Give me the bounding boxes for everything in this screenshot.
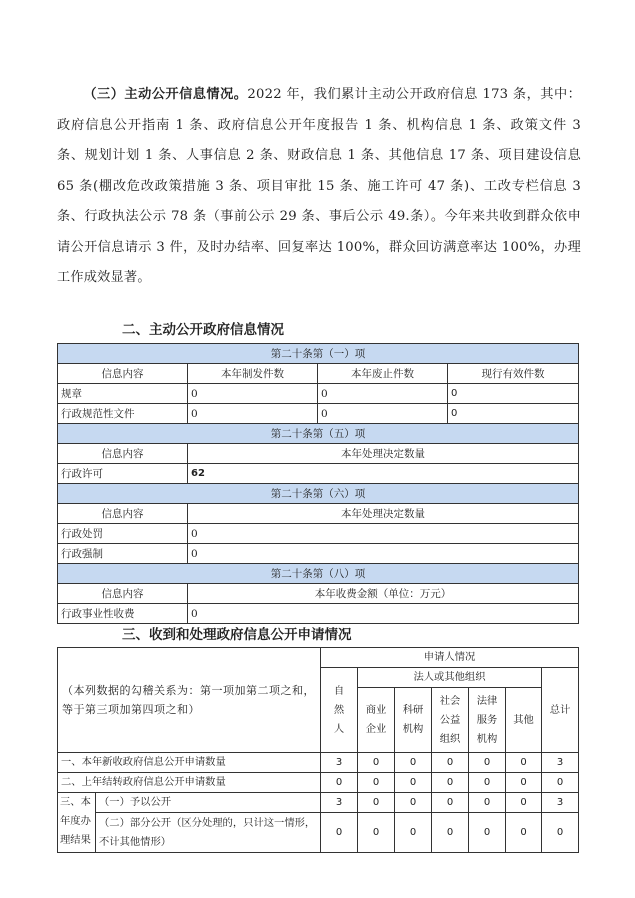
header-row <box>58 364 579 384</box>
col-header: 信息内容 <box>58 444 188 464</box>
cell-value: 0 <box>395 813 432 853</box>
cell-value: 0 <box>542 813 579 853</box>
table-row <box>58 793 579 813</box>
table-row <box>58 524 579 544</box>
col-header: 信息内容 <box>58 504 188 524</box>
cell-value: 0 <box>395 753 432 773</box>
cell-value: 3 <box>542 793 579 813</box>
table-row <box>58 384 579 404</box>
org-type-header: 社会公益组织 <box>432 688 469 753</box>
row-label: 二、上年结转政府信息公开申请数量 <box>58 773 321 793</box>
cell-value: 0 <box>395 793 432 813</box>
col-header: 本年废止件数 <box>318 364 448 384</box>
cell-value: 0 <box>321 773 358 793</box>
org-type-header: 法律服务机构 <box>469 688 506 753</box>
row-label: 行政事业性收费 <box>58 604 188 624</box>
cell-value: 0 <box>358 753 395 773</box>
cell-value: 0 <box>188 384 318 404</box>
proactive-disclosure-table <box>57 343 579 624</box>
cell-value: 0 <box>506 773 542 793</box>
cell-value: 0 <box>395 773 432 793</box>
org-type-header: 科研机构 <box>395 688 432 753</box>
natural-person-header: 自然人 <box>321 668 358 753</box>
cell-value: 0 <box>321 813 358 853</box>
cell-value: 0 <box>469 813 506 853</box>
cell-value: 0 <box>188 544 579 564</box>
relationship-note: （本列数据的勾稽关系为：第一项加第二项之和，等于第三项加第四项之和） <box>58 648 321 753</box>
cell-value: 0 <box>506 813 542 853</box>
header-row <box>58 444 579 464</box>
row-label: （二）部分公开（区分处理的，只计这一情形，不计其他情形） <box>96 813 321 853</box>
row-label: 一、本年新收政府信息公开申请数量 <box>58 753 321 773</box>
row-label: 规章 <box>58 384 188 404</box>
cell-value: 0 <box>358 813 395 853</box>
col-header: 现行有效件数 <box>448 364 579 384</box>
table-row <box>58 753 579 773</box>
col-header: 本年处理决定数量 <box>188 504 579 524</box>
cell-value: 62 <box>188 464 579 484</box>
cell-value: 0 <box>432 813 469 853</box>
table-row <box>58 544 579 564</box>
section2-title: 二、主动公开政府信息情况 <box>122 322 284 338</box>
cell-value: 0 <box>469 793 506 813</box>
row-label: （一）予以公开 <box>96 793 321 813</box>
cell-value: 0 <box>469 773 506 793</box>
cell-value: 0 <box>432 753 469 773</box>
table-row <box>58 604 579 624</box>
col-header: 信息内容 <box>58 584 188 604</box>
row-label: 行政强制 <box>58 544 188 564</box>
cell-value: 0 <box>506 793 542 813</box>
cell-value: 0 <box>506 753 542 773</box>
application-table <box>57 647 579 853</box>
cell-value: 0 <box>358 773 395 793</box>
cell-value: 0 <box>318 384 448 404</box>
cell-value: 0 <box>318 404 448 424</box>
band-item1: 第二十条第（一）项 <box>58 344 579 364</box>
intro-body: 2022 年，我们累计主动公开政府信息 173 条，其中：政府信息公开指南 1 条、政府信息公开年度报告 1 条、机构信息 1 条、政策文件 3 条、规划计划 1 条、人事信息 2 条、财政信息 1 条、其他信息 17 条、项目建设信息 65 条(棚改危改政策措施 3 条、项目审批 15 条、施工许可 47 条)、工改专栏信息 3 条、行政执法公示 78 条（事前公示 29 条、事后公示 49.条）。今年来共收到群众依申请公开信息请示 3 件，及时办结率、回复率达 100%，群众回访满意率达 100%，办理工作成效显著。 <box>57 87 581 285</box>
cell-value: 0 <box>469 753 506 773</box>
cell-value: 0 <box>448 384 579 404</box>
cell-value: 0 <box>188 524 579 544</box>
table-row <box>58 464 579 484</box>
intro-paragraph <box>57 80 581 294</box>
cell-value: 0 <box>542 773 579 793</box>
table-row <box>58 404 579 424</box>
section3-title: 三、收到和处理政府信息公开申请情况 <box>122 627 352 643</box>
cell-value: 3 <box>542 753 579 773</box>
cell-value: 3 <box>321 793 358 813</box>
header-row <box>58 504 579 524</box>
applicant-header: 申请人情况 <box>321 648 579 668</box>
cell-value: 0 <box>358 793 395 813</box>
band-row <box>58 344 579 364</box>
row-label: 行政规范性文件 <box>58 404 188 424</box>
header-row <box>58 584 579 604</box>
header-row <box>58 648 579 668</box>
col-header: 本年制发件数 <box>188 364 318 384</box>
total-header: 总计 <box>542 668 579 753</box>
cell-value: 3 <box>321 753 358 773</box>
band-row <box>58 424 579 444</box>
band-item5: 第二十条第（五）项 <box>58 424 579 444</box>
band-row <box>58 564 579 584</box>
col-header: 信息内容 <box>58 364 188 384</box>
cell-value: 0 <box>432 793 469 813</box>
cell-value: 0 <box>188 604 579 624</box>
table-row <box>58 773 579 793</box>
cell-value: 0 <box>432 773 469 793</box>
intro-lead: （三）主动公开信息情况。 <box>83 87 248 102</box>
org-type-header: 其他 <box>506 688 542 753</box>
band-item6: 第二十条第（六）项 <box>58 484 579 504</box>
col-header: 本年处理决定数量 <box>188 444 579 464</box>
cell-value: 0 <box>448 404 579 424</box>
legal-group-header: 法人或其他组织 <box>358 668 542 688</box>
cell-value: 0 <box>188 404 318 424</box>
col-header: 本年收费金额（单位：万元） <box>188 584 579 604</box>
band-item8: 第二十条第（八）项 <box>58 564 579 584</box>
band-row <box>58 484 579 504</box>
table-row <box>58 813 579 853</box>
org-type-header: 商业企业 <box>358 688 395 753</box>
row-label: 行政处罚 <box>58 524 188 544</box>
result-group-label: 三、本年度办理结果 <box>58 793 96 853</box>
row-label: 行政许可 <box>58 464 188 484</box>
